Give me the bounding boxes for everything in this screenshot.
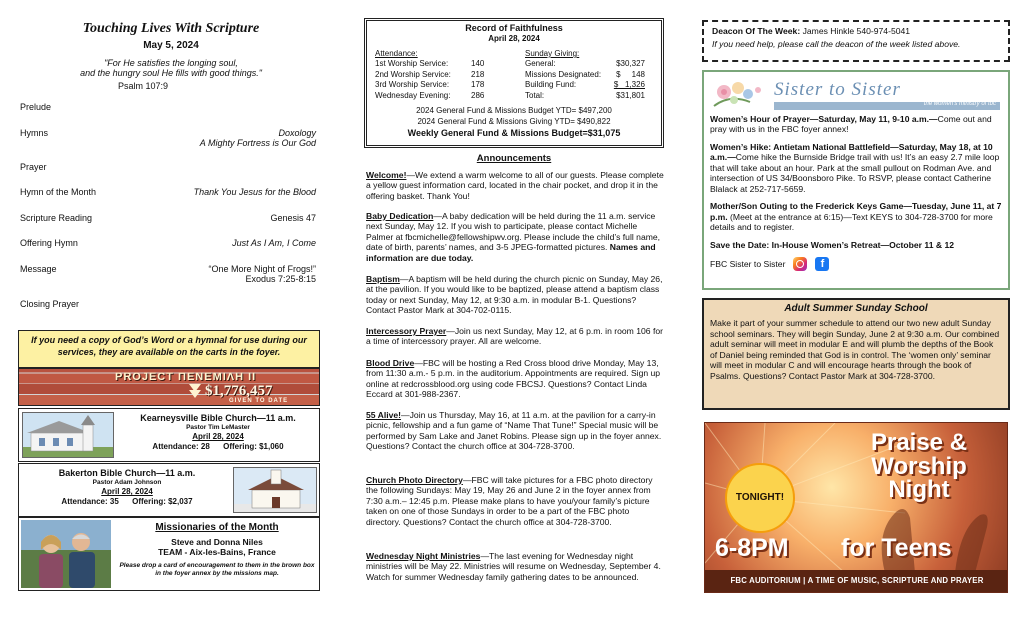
ministries-column — [700, 0, 1012, 600]
service-item-value: Thank You Jesus for the Blood — [193, 187, 316, 197]
announcement-text: —FBC will take pictures for a FBC photo directory the following Sundays: May 19, May 26 and June 2 in the foyer annex from 7:30 a.m.– 12:45 p.m. Please make plans to have you/your family’s picture taken on one of those Sundays in order to be a part of the FBC photo directory. Questions? Contact the church office at 304-728-3700. — [366, 475, 653, 527]
service-item-label: Message — [20, 264, 57, 274]
attendance-row — [375, 80, 505, 91]
poster-footer: FBC AUDITORIUM | A TIME OF MUSIC, SCRIPTURE AND PRAYER — [705, 570, 1008, 592]
deacon-name: James Hinkle 540-974-5041 — [802, 26, 911, 36]
service-item-value: A Mighty Fortress is Our God — [199, 138, 316, 148]
quote-line: and the hungry soul He fills with good things." — [80, 67, 262, 78]
giving-label: General: — [525, 59, 556, 69]
attendance-label: 1st Worship Service: — [375, 59, 449, 69]
sister-item-title: Women’s Hour of Prayer—Saturday, May 11, 9-10 a.m.— — [710, 114, 938, 124]
announcement-title: Blood Drive — [366, 358, 415, 368]
church-building-icon — [234, 468, 317, 513]
announcement-bold: Names and information are due today. — [366, 242, 656, 263]
adult-summer-sunday-school — [702, 298, 1010, 410]
giving-row — [525, 80, 645, 91]
church-date: April 28, 2024 — [101, 487, 153, 497]
attendance-label: 2nd Worship Service: — [375, 69, 451, 79]
announcement-title: Baptism — [366, 274, 400, 284]
service-item-label: Closing Prayer — [20, 299, 80, 309]
announcement — [366, 410, 664, 452]
service-item-label: Prelude — [20, 102, 52, 112]
sister-item — [710, 201, 1002, 232]
facebook-icon[interactable]: f — [815, 257, 829, 271]
announcement-title: Intercessory Prayer — [366, 326, 447, 336]
announcement — [366, 358, 664, 400]
service-item-value: Just As I Am, I Come — [232, 238, 316, 248]
attendance-row — [375, 59, 505, 70]
giving-label: Building Fund: — [525, 80, 577, 90]
summer-text: Make it part of your summer schedule to attend our two new adult Sunday school seminars. They will begin Sunday, June 2 at 9:30 a.m. Our combined adult seminar will meet in modular E and will plumb the depths of the Book of Daniel being reminded that God is in control. The ‘women only’ seminar will meet in modular C and will encourage hearts through the book of Psalms. Questions? Contact Pastor Mark at 304-728-3700. — [710, 318, 1000, 381]
church-date: April 28, 2024 — [192, 432, 244, 442]
service-item-value: Genesis 47 — [270, 213, 316, 223]
announcement-text: —A baptism will be held during the church picnic on Sunday, May 26, at the pavilion. If you would like to be baptized, please attend a baptism class today or next Sunday, May 12, at 9:30 a.m. in modular B-1. Questions? Contact Pastor Mark at 304-702-0115. — [366, 274, 663, 316]
sister-item-title: Women’s Hike: Antietam National Battlefield—Saturday, May 18, at 10 a.m.— — [710, 141, 993, 163]
church-info — [119, 413, 317, 452]
sister-to-sister — [702, 70, 1010, 290]
church-card — [18, 463, 320, 517]
attendance-value: 140 — [471, 59, 485, 69]
announcement-text: —We extend a warm welcome to all of our guests. Please complete a yellow guest information card, located in the chair pocket, and drop it in the offering basket. Thank You! — [366, 170, 664, 201]
church-name: Bakerton Bible Church—11 a.m. — [58, 468, 196, 478]
giving-row — [525, 59, 645, 70]
missionaries-note: Please drop a card of encouragement to them in the brown box in the foyer annex by the missions map. — [119, 561, 315, 577]
giving-value: $ 1,326 — [613, 80, 645, 90]
giving-list — [525, 49, 645, 101]
announcement-text: —FBC will be hosting a Red Cross blood drive Monday, May 13, from 11:30 a.m.- 5 p.m. in the auditorium. Appointments are required. Sign up online at redcrossblood.org using code FBCSJ. Questions? Contact Linda Eccard at 301-988-2367. — [366, 358, 661, 400]
service-item-label: Scripture Reading — [20, 213, 93, 223]
announcement-text: —Join us next Sunday, May 12, at 6 p.m. in room 106 for a time of intercessory prayer. All are welcome. — [366, 326, 663, 347]
church-photo — [233, 467, 317, 513]
missionaries-names: Steve and Donna Niles — [171, 536, 263, 547]
announcement-title: Welcome! — [366, 170, 407, 180]
church-pastor: Pastor Tim LeMaster — [186, 424, 250, 432]
project-banner — [18, 368, 320, 406]
sister-item-title: Mother/Son Outing to the Frederick Keys Game—Tuesday, June 11, at 7 p.m. — [710, 201, 1002, 222]
sister-item-text: (Meet at the entrance at 6:15)—Text KEYS to 304-728-3700 for more details and to register. — [710, 211, 993, 233]
announcement-text: —Join us Thursday, May 16, at 11 a.m. at the pavilion for a carry-in picnic, fellowship and a fun game of “Name That Tune!” Special music will be performed by Sam Lake and Janet Robins. Please sign up in the foyer annex. Questions? Contact the church office at 304-728-3700. — [366, 410, 662, 452]
project-amount: $1,776,457 — [205, 383, 273, 399]
record-title: Record of Faithfulness — [465, 23, 563, 33]
giving-value: $31,801 — [616, 90, 645, 100]
poster-title-line: Praise & — [870, 429, 968, 456]
giving-value: $ 148 — [616, 69, 645, 79]
giving-label: Missions Designated: — [525, 69, 602, 79]
announcement-title: 55 Alive! — [366, 410, 402, 420]
announcement — [366, 170, 664, 201]
summer-heading: Adult Summer Sunday School — [784, 303, 928, 314]
poster-title-line: Worship — [871, 452, 967, 480]
giving-value: $30,327 — [616, 59, 645, 69]
sister-item — [710, 114, 1002, 135]
announcement — [366, 274, 664, 316]
poster-time: 6-8PM — [715, 534, 789, 562]
giving-row — [525, 70, 645, 81]
missionaries-heading: Missionaries of the Month — [155, 522, 279, 533]
announcement-title: Church Photo Directory — [366, 475, 463, 485]
poster-title-line: Night — [888, 476, 950, 504]
hymnal-notice: If you need a copy of God’s Word or a hymnal for use during our services, they are available on the carts in the foyer. — [18, 330, 320, 368]
announcement-text: —The last evening for Wednesday night ministries will be May 22. Ministries will resume on Wednesday, September 4. Watch for summer Wednesday family gathering dates to be announced. — [366, 551, 661, 582]
flowers-icon — [710, 76, 772, 110]
quote-line: "For He satisfies the longing soul, — [104, 58, 238, 68]
church-card — [18, 408, 320, 462]
service-item-label: Hymns — [20, 128, 49, 138]
deacon-label: Deacon Of The Week: — [712, 26, 801, 36]
sister-title: Sister to Sister — [774, 79, 901, 100]
church-building-icon — [23, 413, 114, 458]
sister-item-text: Come out and pray with us in the FBC foyer annex! — [710, 114, 992, 135]
missionaries-people-icon — [21, 520, 111, 588]
record-of-faithfulness — [364, 18, 664, 148]
sister-item-title: Save the Date: In-House Women’s Retreat—October 11 & 12 — [710, 239, 955, 250]
church-stats: Attendance: 28 Offering: $1,060 — [152, 442, 284, 452]
attendance-row — [375, 91, 505, 102]
announcement — [366, 326, 664, 347]
attendance-label: 3rd Worship Service: — [375, 80, 450, 90]
sister-item — [710, 142, 1002, 194]
attendance-value: 286 — [471, 90, 485, 100]
sister-banner — [710, 76, 1002, 110]
announcement-title: Wednesday Night Ministries — [366, 551, 481, 561]
announcement — [366, 475, 664, 527]
sister-item — [710, 240, 1002, 250]
budget-ytd: 2024 General Fund & Missions Budget YTD= $497,200 — [416, 106, 612, 115]
attendance-row — [375, 70, 505, 81]
deacon-of-week — [702, 20, 1010, 62]
project-name: PROJECT ΠΕΝΕΜΙΛΗ II — [115, 371, 257, 383]
service-item-value: Doxology — [278, 128, 316, 138]
order-quote — [14, 59, 328, 79]
missionaries-info — [117, 522, 317, 577]
sister-subtitle: the women's ministry of fbc — [923, 101, 996, 107]
attendance-value: 218 — [471, 69, 485, 79]
giving-label: Total: — [525, 90, 545, 100]
poster-title — [833, 431, 1005, 502]
order-title: Touching Lives With Scripture — [82, 21, 260, 36]
missionaries-photo — [21, 520, 111, 588]
service-item-label: Hymn of the Month — [20, 187, 97, 197]
praise-worship-poster — [704, 422, 1008, 593]
church-photo — [22, 412, 114, 458]
church-name: Kearneysville Bible Church—11 a.m. — [140, 413, 296, 423]
giving-heading: Sunday Giving: — [525, 49, 580, 58]
tonight-badge: TONIGHT! — [725, 463, 795, 533]
church-info — [23, 468, 231, 507]
attendance-value: 178 — [471, 80, 485, 90]
sister-item-text: Come hike the Burnside Bridge trail with us! It’s an easy 2.7 mile loop that will take about an hour. Park at the small pullout on Rodman Ave. and intersection of US 34/Boonsboro Pike. To RSVP, please contact Catherine Blalack at 252-717-5659. — [710, 152, 1000, 194]
instagram-icon[interactable] — [793, 257, 807, 271]
service-item-value: Exodus 7:25-8:15 — [245, 274, 316, 284]
attendance-heading: Attendance: — [375, 49, 418, 58]
social-links — [710, 257, 1002, 271]
poster-audience: for Teens — [841, 534, 952, 562]
church-pastor: Pastor Adam Johnson — [92, 479, 162, 487]
missionaries-team: TEAM - Aix-les-Bains, France — [158, 547, 276, 558]
announcement-text: —A baby dedication will be held during the 11 a.m. service next Sunday, May 12. If you wish to participate, please contact Michelle Palmer at fbcmichelle@fellowshipwv.org. Please include the child’s full name, date of birth, parents’ names, and 3-5 JPEG-formatted pictures. — [366, 211, 661, 253]
project-caption: GIVEN TO DATE — [229, 398, 289, 404]
service-item-label: Prayer — [20, 162, 47, 172]
announcement — [366, 211, 664, 263]
announcements-column — [364, 0, 664, 600]
announcement — [366, 551, 664, 582]
attendance-list — [375, 49, 505, 101]
service-item-label: Offering Hymn — [20, 238, 78, 248]
weekly-budget: Weekly General Fund & Missions Budget=$31,075 — [407, 128, 621, 138]
missionaries-card — [18, 517, 320, 591]
social-label: FBC Sister to Sister — [710, 259, 786, 270]
record-date: April 28, 2024 — [488, 34, 540, 44]
attendance-label: Wednesday Evening: — [375, 90, 451, 100]
order-of-service — [14, 0, 328, 600]
giving-row — [525, 91, 645, 102]
order-date: May 5, 2024 — [143, 40, 199, 51]
quote-reference: Psalm 107:9 — [117, 81, 168, 91]
church-stats: Attendance: 35 Offering: $2,037 — [61, 497, 193, 507]
announcements-heading: Announcements — [476, 153, 552, 164]
announcement-title: Baby Dedication — [366, 211, 434, 221]
service-item-value: “One More Night of Frogs!” — [208, 264, 316, 274]
deacon-note: If you need help, please call the deacon of the week listed above. — [712, 38, 961, 49]
down-arrow-icon — [189, 384, 201, 398]
giving-ytd: 2024 General Fund & Missions Giving YTD= $490,822 — [417, 117, 611, 126]
